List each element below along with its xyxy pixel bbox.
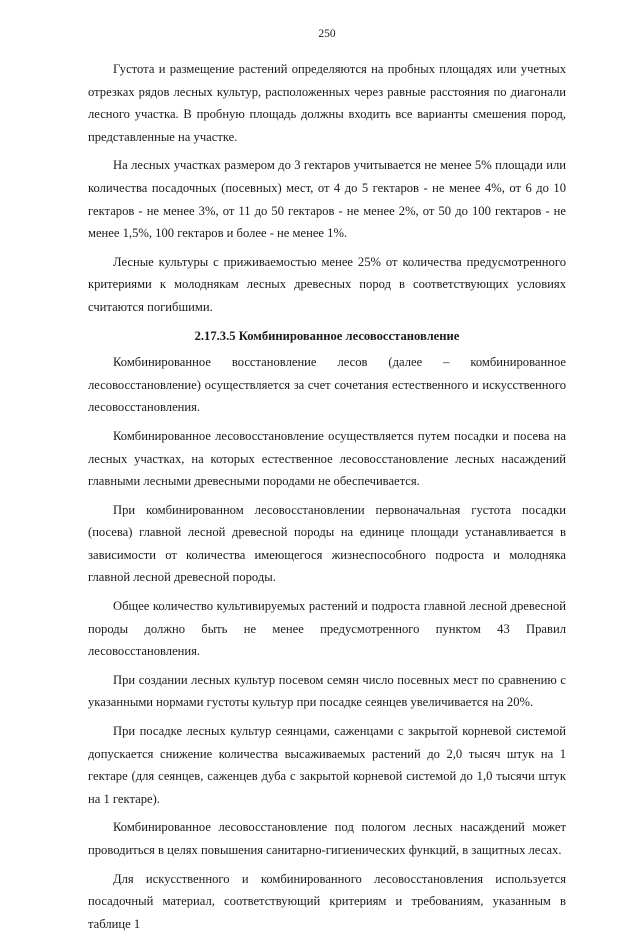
- paragraph-survival-rate: Лесные культуры с приживаемостью менее 25% от количества предусмотренного критериями к молоднякам лесных древесных пород в соответствующих условиях считаются погибшими.: [88, 254, 566, 314]
- paragraph-seed-sowing: При создании лесных культур посевом семян число посевных мест по сравнению с указанными нормами густоты культур при посадке сеянцев увеличивается на 20%.: [88, 672, 566, 710]
- page-content: [88, 58, 566, 941]
- paragraph-initial-density: При комбинированном лесовосстановлении первоначальная густота посадки (посева) главной лесной древесной породы на единице площади устанавливается в зависимости от количества имеющегося жизнеспособного подроста и молодняка главной лесной древесной породы.: [88, 502, 566, 585]
- paragraph-combined-definition: Комбинированное восстановление лесов (далее – комбинированное лесовосстановление) осуществляется за счет сочетания естественного и искусственного лесовосстановления.: [88, 355, 566, 415]
- paragraph-seedling-planting: При посадке лесных культур сеянцами, саженцами с закрытой корневой системой допускается снижение количества высаживаемых растений до 2,0 тысяч штук на 1 гектаре (для сеянцев, саженцев дуба с закрытой корневой системой до 1,0 тысячи штук на 1 гектаре).: [88, 724, 566, 806]
- paragraph-under-canopy: Комбинированное лесовосстановление под пологом лесных насаждений может проводиться в целях повышения санитарно-гигиенических функций, в защитных лесах.: [88, 820, 566, 857]
- paragraph-total-count: Общее количество культивируемых растений и подроста главной лесной древесной породы должно быть не менее предусмотренного пунктом 43 Правил лесовосстановления.: [88, 599, 566, 659]
- paragraph-sample-percentages: На лесных участках размером до 3 гектаров учитывается не менее 5% площади или количества посадочных (посевных) мест, от 4 до 5 гектаров - не менее 4%, от 6 до 10 гектаров - не менее 3%, от 11 до 50 гектаров - не менее 2%, от 50 до 100 гектаров - не менее 1,5%, 100 гектаров и более - не менее 1%.: [88, 158, 566, 241]
- section-heading: 2.17.3.5 Комбинированное лесовосстановление: [194, 328, 460, 343]
- page-number: 250: [318, 28, 336, 40]
- paragraph-planting-material: Для искусственного и комбинированного лесовосстановления используется посадочный материал, соответствующий критериям и требованиям, указанным в таблице 1: [88, 871, 566, 931]
- paragraph-combined-method: Комбинированное лесовосстановление осуществляется путем посадки и посева на лесных участках, на которых естественное лесовосстановление лесных насаждений главными лесными древесными породами не обеспечивается.: [88, 428, 566, 489]
- paragraph-density-placement: Густота и размещение растений определяются на пробных площадях или учетных отрезках рядов лесных культур, расположенных через равные расстояния по диагонали лесного участка. В пробную площадь должны входить все варианты смешения пород, представленные на участке.: [88, 62, 566, 144]
